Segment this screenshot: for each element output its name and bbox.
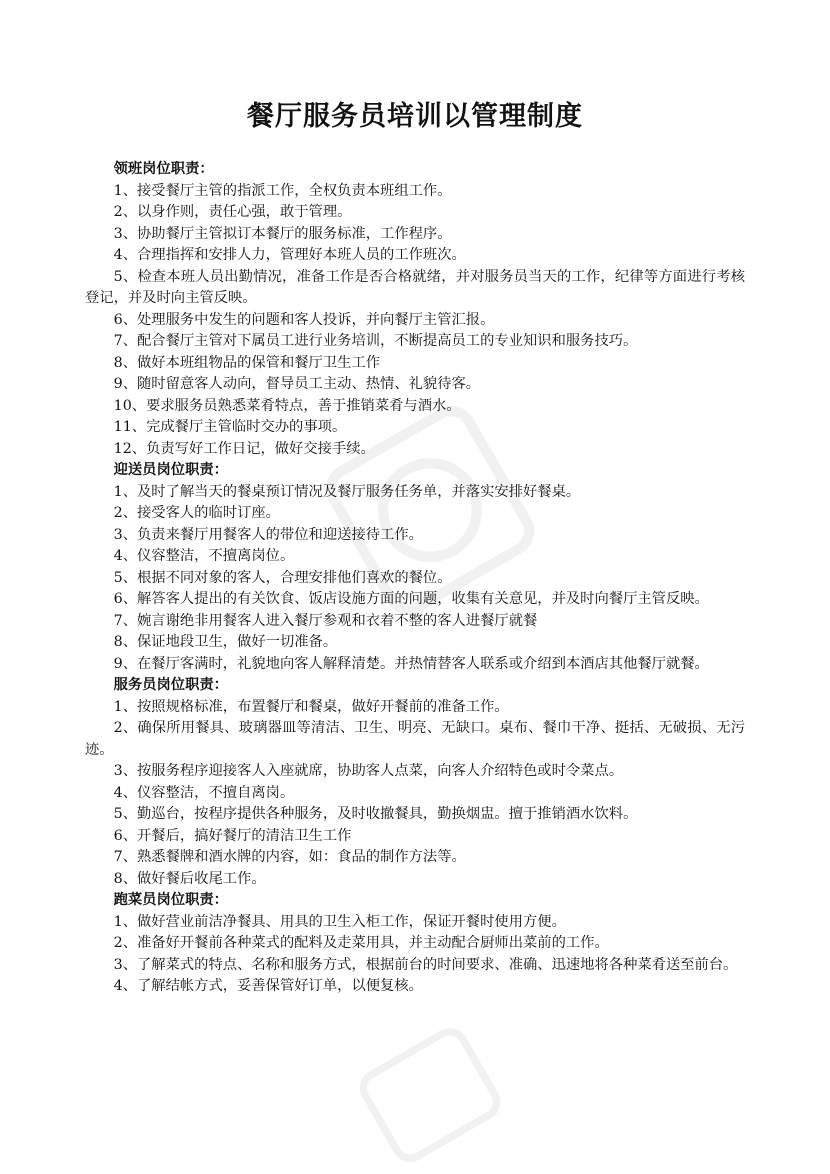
list-item: 1、按照规格标准，布置餐厅和餐桌，做好开餐前的准备工作。	[113, 698, 509, 715]
list-item: 1、及时了解当天的餐桌预订情况及餐厅服务任务单，并落实安排好餐桌。	[113, 483, 581, 500]
list-item: 4、合理指挥和安排人力，管理好本班人员的工作班次。	[113, 247, 466, 263]
list-item: 6、处理服务中发生的问题和客人投诉，并向餐厅主管汇报。	[113, 311, 495, 328]
section-heading: 跑菜员岗位职责：	[113, 892, 228, 908]
list-item: 2、以身作则，责任心强，敢于管理。	[113, 204, 352, 220]
list-item: 3、协助餐厅主管拟订本餐厅的服务标准，工作程序。	[113, 225, 452, 242]
list-item: 6、开餐后，搞好餐厅的清洁卫生工作	[113, 827, 352, 844]
list-item: 5、根据不同对象的客人，合理安排他们喜欢的餐位。	[113, 569, 452, 586]
list-item: 9、随时留意客人动向，督导员工主动、热情、礼貌待客。	[113, 376, 481, 392]
list-item: 7、婉言谢绝非用餐客人进入餐厅参观和衣着不整的客人进餐厅就餐	[113, 612, 538, 629]
list-item: 10、要求服务员熟悉菜肴特点，善于推销菜肴与酒水。	[113, 397, 461, 414]
list-item: 3、按服务程序迎接客人入座就席，协助客人点菜，向客人介绍特色或时令菜点。	[113, 763, 624, 779]
list-item: 4、仪容整洁，不擅离岗位。	[113, 548, 295, 564]
list-item: 3、负责来餐厅用餐客人的带位和迎送接待工作。	[113, 526, 423, 543]
list-item: 8、做好餐后收尾工作。	[113, 870, 266, 887]
list-item: 4、仪容整洁，不擅自离岗。	[113, 784, 295, 801]
list-item: 12、负责写好工作日记，做好交接手续。	[113, 440, 375, 457]
list-item: 9、在餐厅客满时，礼貌地向客人解释清楚。并热情替客人联系或介绍到本酒店其他餐厅就餐。	[113, 655, 709, 672]
list-item: 2、接受客人的临时订座。	[113, 505, 280, 521]
section-heading: 迎送员岗位职责：	[113, 462, 228, 478]
list-item: 4、了解结帐方式，妥善保管好订单，以便复核。	[113, 978, 423, 994]
list-item: 2、确保所用餐具、玻璃器皿等清洁、卫生、明亮、无缺口。桌布、餐巾干净、挺括、无破损、无污迹。	[85, 720, 745, 758]
page-title: 餐厅服务员培训以管理制度	[247, 101, 583, 132]
list-item: 3、了解菜式的特点、名称和服务方式，根据前台的时间要求、准确、迅速地将各种菜肴送至前台。	[113, 956, 738, 973]
list-item: 2、准备好开餐前各种菜式的配料及走菜用具，并主动配合厨师出菜前的工作。	[113, 935, 609, 951]
list-item: 1、接受餐厅主管的指派工作，全权负责本班组工作。	[113, 182, 452, 199]
list-item: 11、完成餐厅主管临时交办的事项。	[113, 419, 347, 435]
list-item: 6、解答客人提出的有关饮食、饭店设施方面的问题，收集有关意见，并及时向餐厅主管反映。	[113, 591, 709, 607]
section-heading: 服务员岗位职责：	[113, 677, 228, 693]
list-item: 1、做好营业前洁净餐具、用具的卫生入柜工作，保证开餐时使用方便。	[113, 913, 566, 930]
watermark-corner-icon	[330, 1020, 530, 1170]
list-item: 5、检查本班人员出勤情况，准备工作是否合格就绪，并对服务员当天的工作，纪律等方面进行考核登记，并及时向主管反映。	[85, 268, 745, 306]
list-item: 8、做好本班组物品的保管和餐厅卫生工作	[113, 354, 381, 371]
document-body	[85, 159, 745, 998]
section-heading: 领班岗位职责：	[113, 161, 214, 177]
list-item: 7、配合餐厅主管对下属员工进行业务培训，不断提高员工的专业知识和服务技巧。	[113, 333, 638, 349]
list-item: 8、保证地段卫生，做好一切准备。	[113, 634, 338, 650]
list-item: 7、熟悉餐牌和酒水牌的内容，如：食品的制作方法等。	[113, 849, 466, 865]
list-item: 5、勤巡台，按程序提供各种服务，及时收撤餐具，勤换烟盅。擅于推销酒水饮料。	[113, 806, 638, 822]
